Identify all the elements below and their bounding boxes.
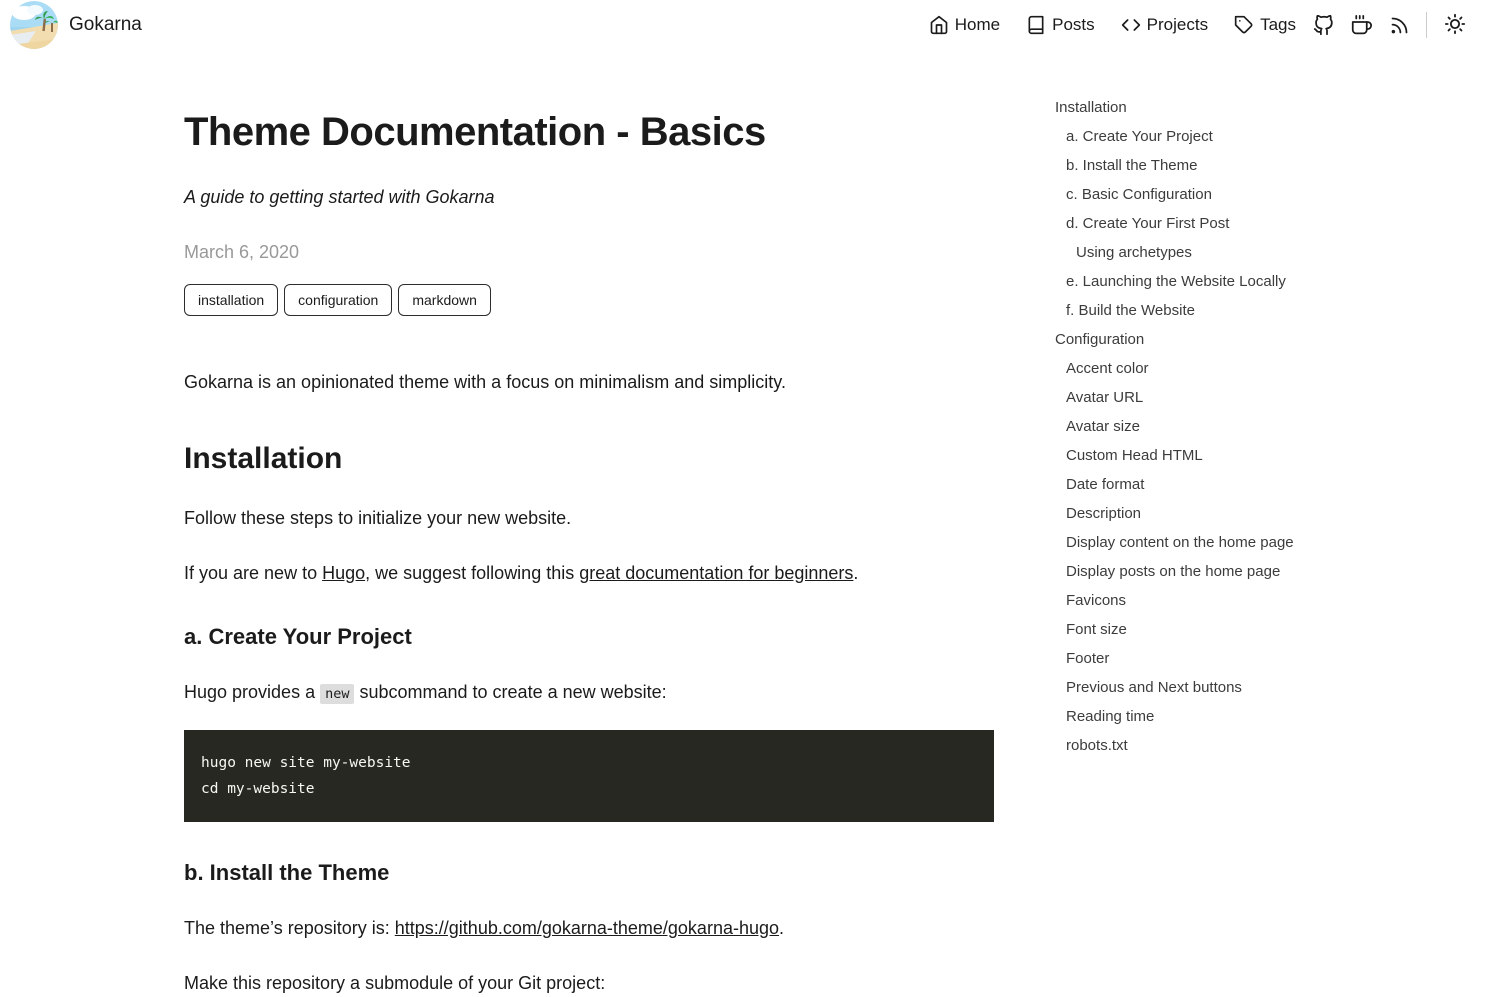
toc-item[interactable]: Previous and Next buttons: [1066, 679, 1242, 696]
nav-divider: [1426, 12, 1427, 38]
nav-item-home-label: Home: [954, 15, 1001, 34]
toc-item[interactable]: d. Create Your First Post: [1066, 215, 1230, 232]
hugo-link[interactable]: Hugo: [322, 562, 366, 583]
text-run: subcommand to create a new website:: [354, 681, 667, 702]
text-run: The theme’s repository is:: [184, 918, 395, 939]
site-brand[interactable]: [10, 1, 142, 49]
table-of-contents: [1055, 50, 1294, 760]
paragraph-hugo-link: [184, 561, 994, 586]
paragraph-repository: [184, 916, 994, 941]
tag-pill[interactable]: installation: [184, 284, 278, 316]
text-run: Hugo provides a: [184, 681, 321, 702]
toc-item[interactable]: Display posts on the home page: [1066, 563, 1281, 580]
nav-links: [903, 9, 1470, 42]
tag-list: [184, 284, 994, 316]
text-run: , we suggest following this: [365, 562, 580, 583]
repo-link[interactable]: https://github.com/gokarna-theme/gokarna-hugo: [394, 918, 779, 939]
toc-item[interactable]: Custom Head HTML: [1066, 447, 1203, 464]
toc-item[interactable]: Configuration: [1055, 331, 1145, 348]
code-block: [184, 730, 994, 822]
nav-item-home[interactable]: [929, 15, 1000, 35]
toc-item[interactable]: Avatar size: [1066, 418, 1140, 435]
nav-item-projects-label: Projects: [1146, 15, 1209, 34]
toc-item[interactable]: Font size: [1066, 621, 1127, 638]
toc-item[interactable]: f. Build the Website: [1066, 302, 1195, 319]
sun-icon: [1444, 13, 1466, 38]
article: [184, 50, 994, 997]
intro-paragraph: Gokarna is an opinionated theme with a focus on minimalism and simplicity.: [184, 372, 786, 393]
toc-item[interactable]: e. Launching the Website Locally: [1066, 273, 1286, 290]
toc-item[interactable]: Using archetypes: [1076, 244, 1192, 261]
toc-item[interactable]: c. Basic Configuration: [1066, 186, 1212, 203]
tag-icon: [1234, 15, 1254, 35]
coffee-icon: [1351, 15, 1372, 36]
nav-item-tags[interactable]: [1234, 15, 1296, 35]
toc-item[interactable]: Footer: [1066, 650, 1110, 667]
toc-item[interactable]: Favicons: [1066, 592, 1127, 609]
post-subtitle: A guide to getting started with Gokarna: [184, 187, 495, 207]
home-icon: [929, 15, 949, 35]
text-run: .: [853, 562, 859, 583]
paragraph-follow-steps: Follow these steps to initialize your new website.: [184, 507, 572, 528]
toc-item[interactable]: Accent color: [1066, 360, 1149, 377]
tag-pill[interactable]: markdown: [398, 284, 491, 316]
toc-item[interactable]: Avatar URL: [1066, 389, 1144, 406]
code-line: cd my-website: [201, 781, 315, 798]
paragraph-subcommand: [184, 680, 994, 705]
text-run: If you are new to: [184, 562, 323, 583]
section-heading-installation: Installation: [184, 441, 343, 475]
nav-item-posts-label: Posts: [1052, 15, 1095, 34]
nav-item-tags-label: Tags: [1260, 15, 1296, 34]
navbar: [0, 0, 1500, 50]
nav-item-projects[interactable]: [1121, 15, 1208, 35]
toc-item[interactable]: Display content on the home page: [1066, 534, 1294, 551]
github-icon: [1313, 15, 1334, 36]
toc-list: [1055, 93, 1294, 760]
code-icon: [1121, 15, 1141, 35]
toc-item[interactable]: Description: [1066, 505, 1142, 522]
theme-toggle-button[interactable]: [1440, 9, 1470, 42]
nav-rss-link[interactable]: [1389, 15, 1410, 36]
nav-buymeacoffee-link[interactable]: [1351, 15, 1372, 36]
tag-pill[interactable]: configuration: [284, 284, 392, 316]
toc-item[interactable]: Reading time: [1066, 708, 1155, 725]
toc-item[interactable]: Installation: [1055, 99, 1127, 116]
section-heading-create-project: a. Create Your Project: [184, 623, 412, 649]
page-title: Theme Documentation - Basics: [184, 110, 766, 154]
paragraph-submodule: Make this repository a submodule of your Git project:: [184, 973, 606, 994]
site-logo-icon: [10, 1, 58, 49]
beginners-doc-link[interactable]: great documentation for beginners: [579, 562, 854, 583]
page-body: [0, 50, 1500, 997]
section-heading-install-theme: b. Install the Theme: [184, 860, 390, 886]
book-icon: [1026, 15, 1046, 35]
nav-item-posts[interactable]: [1026, 15, 1095, 35]
rss-icon: [1389, 15, 1410, 36]
inline-code-new: new: [320, 684, 354, 704]
text-run: .: [779, 918, 785, 939]
toc-item[interactable]: b. Install the Theme: [1066, 157, 1198, 174]
code-line: hugo new site my-website: [201, 755, 411, 772]
toc-item[interactable]: a. Create Your Project: [1066, 128, 1213, 145]
toc-item[interactable]: Date format: [1066, 476, 1145, 493]
nav-github-link[interactable]: [1313, 15, 1334, 36]
toc-item[interactable]: robots.txt: [1066, 737, 1128, 754]
post-date: March 6, 2020: [184, 242, 300, 263]
site-title: Gokarna: [69, 14, 142, 35]
